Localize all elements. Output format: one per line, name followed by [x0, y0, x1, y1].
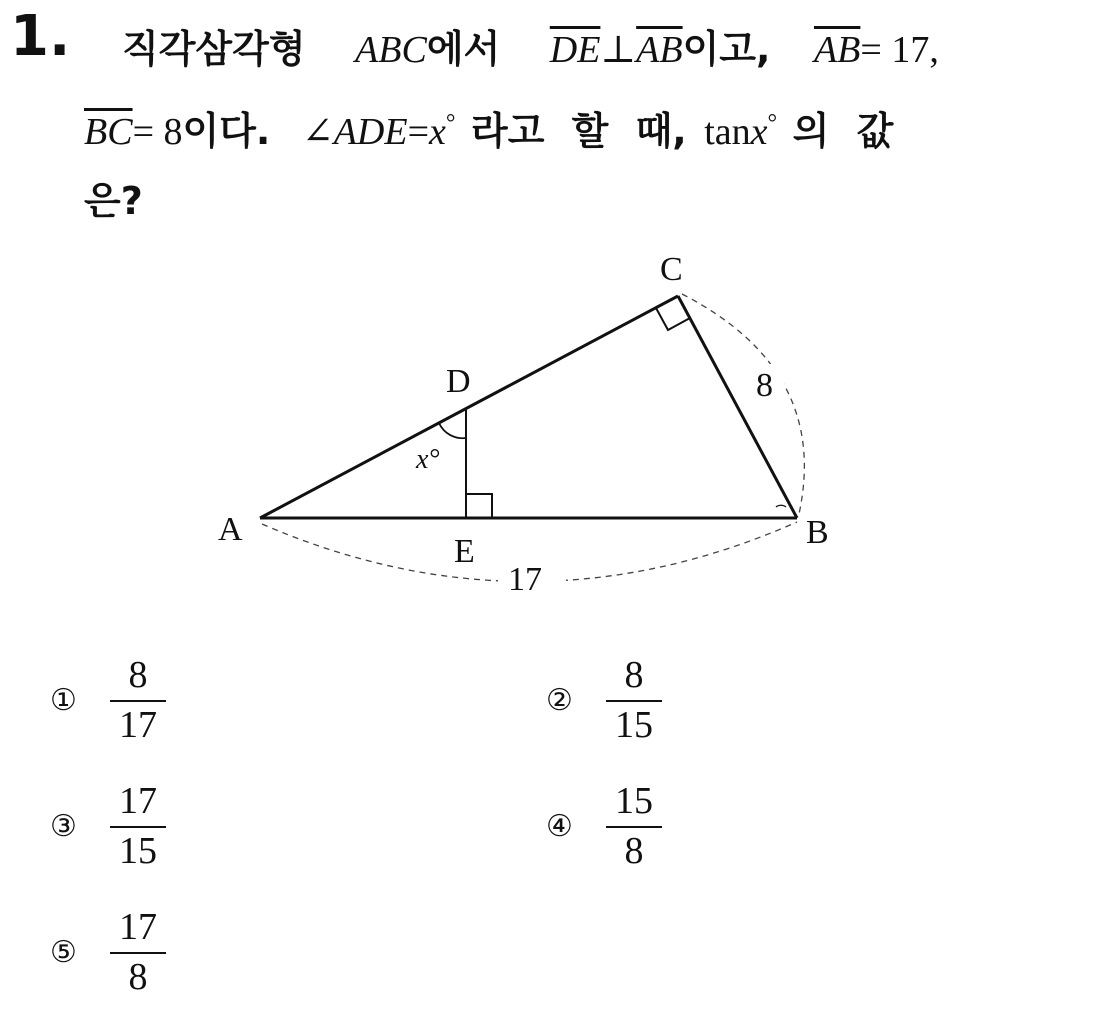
segment-ab: $\overline{AB}$ [636, 29, 683, 71]
side-cb [678, 296, 797, 518]
choice-1-numerator: 8 [128, 654, 148, 696]
math-x: x [429, 111, 446, 153]
choice-5-numerator: 17 [119, 906, 157, 948]
choice-5-fraction-bar [110, 952, 166, 954]
choice-2-mark: ② [546, 683, 573, 719]
text-right-triangle: 직각삼각형 [122, 27, 306, 71]
segment-ab-2: $\overline{AB}$ [813, 29, 861, 71]
angle-arc-b [776, 505, 786, 507]
choice-3-fraction [110, 782, 166, 872]
choice-2-numerator: 8 [624, 654, 644, 696]
choice-3[interactable] [50, 782, 166, 872]
text-eseo: 에서 [426, 27, 501, 71]
math-ade: ADE [333, 111, 408, 153]
choice-3-mark: ③ [50, 809, 77, 845]
segment-bc: $\overline{BC}$ [84, 111, 133, 153]
text-rago-hal-ttae: 라고 할 때, [471, 109, 687, 153]
label-a: A [218, 511, 243, 548]
choice-5[interactable] [50, 908, 166, 998]
math-eq: = [407, 111, 430, 153]
choice-2-fraction [606, 656, 662, 746]
segment-de: $\overline{DE}$ [549, 29, 601, 71]
choice-2-fraction-bar [606, 700, 662, 702]
label-x-deg: x° [416, 444, 440, 475]
degree-symbol: ° [445, 110, 456, 137]
question-line-2 [84, 100, 893, 155]
right-angle-mark-e [466, 494, 492, 518]
choice-1[interactable] [50, 656, 166, 746]
choice-1-fraction [110, 656, 166, 746]
choice-1-denominator: 17 [119, 703, 157, 746]
side-ac [260, 296, 678, 518]
label-d: D [446, 363, 471, 400]
question-number: 1. [10, 4, 71, 69]
choice-3-denominator: 15 [119, 829, 157, 872]
label-b: B [806, 514, 829, 551]
choice-2-denominator: 15 [615, 703, 653, 746]
choice-3-fraction-bar [110, 826, 166, 828]
label-8: 8 [756, 367, 773, 404]
choice-1-fraction-bar [110, 700, 166, 702]
choice-1-mark: ① [50, 683, 77, 719]
text-igo: 이고, [682, 27, 771, 71]
choice-4-fraction-bar [606, 826, 662, 828]
choice-4-numerator: 15 [615, 780, 653, 822]
perp-symbol: ⊥ [600, 29, 637, 71]
math-x-2: x [750, 111, 768, 153]
math-tan: tan [704, 111, 751, 153]
math-eq-8: = 8 [132, 111, 183, 153]
choice-5-mark: ⑤ [50, 935, 77, 971]
question-line-3: 은? [84, 179, 143, 223]
question-line-1 [122, 18, 939, 73]
text-ui-gap: 의 값 [792, 109, 894, 153]
dashed-arc-8 [682, 294, 804, 514]
triangle-figure [200, 240, 860, 610]
degree-symbol-2: ° [767, 110, 778, 137]
choice-4-mark: ④ [546, 809, 573, 845]
choice-4-fraction [606, 782, 662, 872]
label-c: C [660, 251, 683, 288]
choice-5-fraction [110, 908, 166, 998]
math-eq-17: = 17, [860, 29, 939, 71]
label-17: 17 [508, 561, 542, 598]
math-abc: ABC [355, 29, 427, 71]
choice-3-numerator: 17 [119, 780, 157, 822]
angle-arc-d [439, 423, 466, 438]
choice-4[interactable] [546, 782, 662, 872]
choice-5-denominator: 8 [128, 955, 148, 998]
angle-symbol: ∠ [301, 111, 334, 153]
choice-4-denominator: 8 [624, 829, 644, 872]
label-e: E [454, 533, 475, 570]
text-ida: 이다. [182, 109, 271, 153]
choice-2[interactable] [546, 656, 662, 746]
